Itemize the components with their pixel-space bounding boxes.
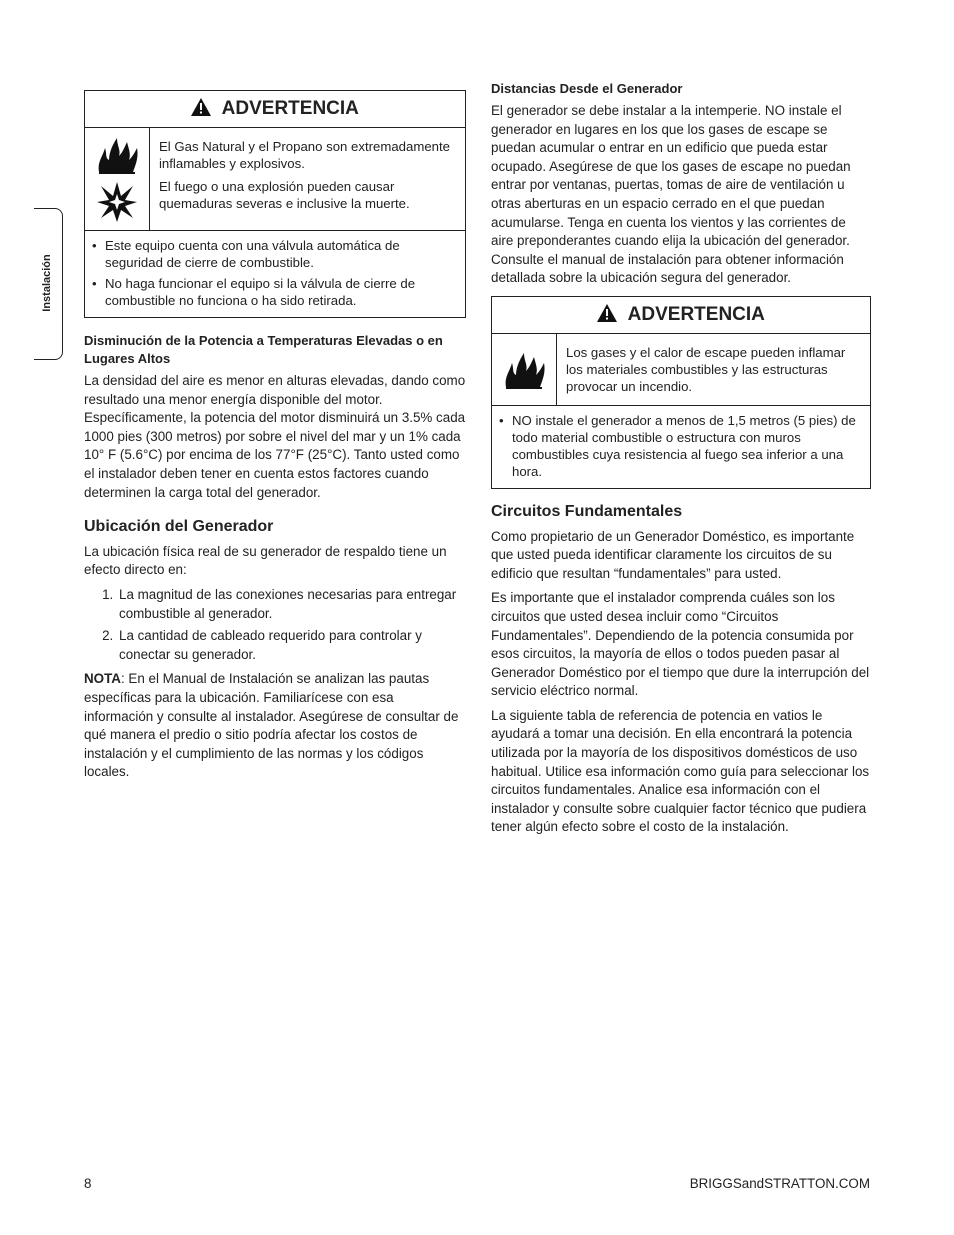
right-column xyxy=(491,80,871,843)
warning-text: El fuego o una explosión pueden causar quemaduras severas e inclusive la muerte. xyxy=(159,179,410,211)
warning-text: Los gases y el calor de escape pueden inflamar los materiales combustibles y las estructuras provocar un incendio. xyxy=(566,344,846,394)
paragraph: El generador se debe instalar a la intemperie. NO instale el generador en lugares en los que los gases de escape se puedan acumular o entrar en un edificio que pueda estar ocupado. Asegúrese de que los gases de escape no puedan entrar por ventanas, puertas, tomas de aire de ventilación u otras aberturas en un espacio cerrado en el que puedan acumularse. Tenga en cuenta los vientos y las corrientes de aire preponderantes cuando elija la ubicación del generador. Consulte el manual de instalación para obtener información detallada sobre la ubicación segura del generador. xyxy=(491,103,851,286)
paragraph: Es importante que el instalador comprenda cuáles son los circuitos que usted desea incluir como “Circuitos Fundamentales”. Dependiendo de la potencia consumida por esos circuitos, la mayoría de ellos o todos pueden pasar al Generador Doméstico por el tiempo que dure la interrupción del servicio eléctrico normal. xyxy=(491,590,870,699)
side-tab-label: Instalación xyxy=(41,254,53,312)
warning-body xyxy=(85,128,465,231)
paragraph: La ubicación física real de su generador de respaldo tiene un efecto directo en: xyxy=(84,543,447,578)
explosion-icon xyxy=(95,180,139,224)
list-item: • NO instale el generador a menos de 1,5 metros (5 pies) de todo material combustible o estructura con muros combustibles cuya resistencia al fuego sea inferior a una hora. xyxy=(498,412,862,480)
warning-box-fuel xyxy=(84,90,466,318)
section-heading-circuits: Circuitos Fundamentales xyxy=(491,502,683,520)
list-item: • No haga funcionar el equipo si la válvula de cierre de combustible no funciona o ha sido retirada. xyxy=(91,275,457,309)
list-item: 1. La magnitud de las conexiones necesarias para entregar combustible al generador. xyxy=(117,586,466,623)
page-number: 8 xyxy=(84,1176,92,1191)
warning-bullets xyxy=(85,231,465,317)
warning-bullets xyxy=(492,406,870,488)
warning-title: ADVERTENCIA xyxy=(627,303,765,325)
fire-icon xyxy=(500,349,548,389)
fire-icon xyxy=(95,134,139,174)
numbered-list xyxy=(84,586,466,664)
warning-icons xyxy=(492,334,557,405)
warning-body xyxy=(492,334,870,406)
paragraph: La densidad del aire es menor en alturas elevadas, dando como resultado una menor energía disponible del motor. Específicamente, la potencia del motor disminuirá un 3.5% cada 1000 pies (300 metros) por sobre el nivel del mar y un 1% cada 10° F (5.6°C) por encima de los 77°F (25°C). Tanto usted como el instalador deben tener en cuenta estos factores cuando determinen la carga total del generador. xyxy=(84,373,466,500)
paragraph: Como propietario de un Generador Doméstico, es importante que usted pueda identificar claramente los circuitos de su edificio que resultan “fundamentales” para usted. xyxy=(491,528,855,581)
warning-texts xyxy=(557,334,870,405)
left-column xyxy=(84,80,466,788)
warning-texts xyxy=(150,128,465,230)
section-heading-distances: Distancias Desde el Generador xyxy=(491,81,683,96)
paragraph: La siguiente tabla de referencia de potencia en vatios le ayudará a tomar una decisión. En ella encontrará la potencia utilizada por la mayoría de los dispositivos domésticos de uso habitual. Utilice esa información como guía para seleccionar los circuitos fundamentales. Analice esa información con el instalador y consulte sobre cualquier factor técnico que pudiera tener algún efecto sobre el costo de la instalación. xyxy=(491,707,870,835)
warning-triangle-icon xyxy=(597,304,617,322)
note-text: : En el Manual de Instalación se analizan las pautas específicas para la ubicación. Familiarícese con esa información y consulte al instalador. Asegúrese de consultar de qué manera el predio o sitio podría afectar los costos de instalación y el cumplimiento de las normas y los códigos locales. xyxy=(84,671,459,780)
warning-header xyxy=(85,91,465,128)
list-item: • Este equipo cuenta con una válvula automática de seguridad de cierre de combustible. xyxy=(91,237,457,271)
warning-box-exhaust xyxy=(491,296,871,489)
section-heading-location: Ubicación del Generador xyxy=(84,518,274,536)
section-heading-altitude: Disminución de la Potencia a Temperaturas Elevadas o en Lugares Altos xyxy=(84,333,443,366)
website-url: BRIGGSandSTRATTON.COM xyxy=(689,1176,870,1191)
note-paragraph xyxy=(84,670,466,782)
list-item: 2. La cantidad de cableado requerido para controlar y conectar su generador. xyxy=(117,627,466,664)
warning-header xyxy=(492,297,870,334)
warning-icons xyxy=(85,128,150,230)
warning-triangle-icon xyxy=(191,98,211,116)
note-label: NOTA xyxy=(84,671,121,687)
warning-text: El Gas Natural y el Propano son extremadamente inflamables y explosivos. xyxy=(159,139,451,171)
warning-title: ADVERTENCIA xyxy=(221,98,359,119)
